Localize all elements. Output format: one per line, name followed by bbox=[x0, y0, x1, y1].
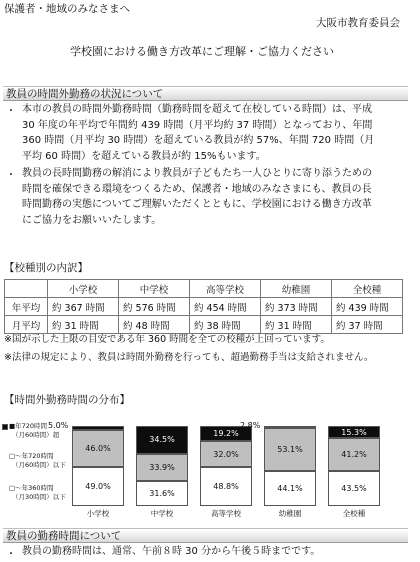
addressee: 保護者・地域のみなさまへ bbox=[4, 3, 130, 15]
legend-upto360-line2: （月30時間）以下 bbox=[12, 493, 66, 501]
section-heading-overtime: 教員の時間外勤務の状況について bbox=[3, 86, 408, 101]
bullet-3: ・ bbox=[6, 549, 16, 560]
paragraph-line: 時間を確保できる環境をつくるため、保護者・地域のみなさまにも、教員の長 bbox=[22, 183, 372, 195]
category-label: 高等学校 bbox=[211, 509, 241, 518]
data-label: 43.5% bbox=[341, 484, 367, 494]
data-label: 49.0% bbox=[85, 481, 111, 491]
bar-segment-upto360 bbox=[136, 481, 188, 506]
table-cell: 約 37 時間 bbox=[332, 316, 403, 334]
legend-over720-line1: ■年720時間 bbox=[9, 422, 48, 430]
table-row bbox=[5, 298, 403, 316]
legend-upto720-line2: （月60時間）以下 bbox=[12, 461, 66, 469]
bar-segment-over720 bbox=[328, 426, 380, 438]
paragraph-line: 教員の長時間勤務の解消により教員が子どもたち一人ひとりに寄り添うための bbox=[22, 168, 372, 179]
data-label: 19.2% bbox=[213, 429, 239, 439]
distribution-chart bbox=[0, 410, 420, 520]
data-label: 33.9% bbox=[149, 462, 175, 472]
table-row-label: 月平均 bbox=[5, 316, 48, 334]
table-cell: 約 576 時間 bbox=[119, 298, 190, 316]
data-label: 31.6% bbox=[149, 488, 175, 498]
table-cell: 約 367 時間 bbox=[48, 298, 119, 316]
bar-segment-upto360 bbox=[200, 467, 252, 506]
legend-upto360-line1: □〜年360時間 bbox=[9, 484, 54, 492]
data-label: 48.8% bbox=[213, 481, 239, 491]
data-label: 5.0% bbox=[48, 421, 69, 430]
bar-segment-upto720 bbox=[72, 430, 124, 467]
bullet-2: ・ bbox=[6, 170, 16, 181]
bar-segment-upto360 bbox=[264, 471, 316, 506]
data-label: 32.0% bbox=[213, 449, 239, 459]
category-label: 幼稚園 bbox=[278, 509, 302, 518]
paragraph-working-hours: 教員の勤務時間は、通常、午前８時 30 分から午後５時までです。 bbox=[22, 546, 321, 557]
table-header-row bbox=[5, 280, 403, 298]
table-cell: 約 48 時間 bbox=[119, 316, 190, 334]
category-label: 小学校 bbox=[86, 509, 110, 518]
table-header-cell: 全校種 bbox=[332, 280, 403, 298]
bar-segment-over720 bbox=[72, 426, 124, 430]
paragraph-line: 360 時間（月平均 30 時間）を超えている教員が約 57%、年間 720 時間（月 bbox=[22, 135, 375, 146]
table-cell: 約 454 時間 bbox=[190, 298, 261, 316]
bar-segment-upto360 bbox=[328, 471, 380, 506]
data-label: 2.8% bbox=[240, 421, 261, 430]
chart-heading: 【時間外勤務時間の分布】 bbox=[4, 394, 130, 406]
bullet-1: ・ bbox=[6, 106, 16, 117]
paragraph-line: にご協力をお願いいたします。 bbox=[22, 214, 162, 226]
table-row-label: 年平均 bbox=[5, 298, 48, 316]
sender: 大阪市教育委員会 bbox=[316, 17, 400, 29]
table-header-cell: 幼稚園 bbox=[261, 280, 332, 298]
document-title: 学校園における働き方改革にご理解・ご協力ください bbox=[70, 45, 334, 58]
legend-over720-line2: （月60時間）超 bbox=[12, 431, 60, 439]
category-label: 全校種 bbox=[342, 509, 366, 518]
table-heading: 【校種別の内訳】 bbox=[4, 262, 88, 274]
data-label: 41.2% bbox=[341, 450, 367, 460]
data-label: 15.3% bbox=[341, 427, 367, 437]
table-header-cell bbox=[5, 280, 48, 298]
bar-segment-upto720 bbox=[136, 454, 188, 481]
table-note-2: ※法律の規定により、教員は時間外勤務を行っても、超過勤務手当は支給されません。 bbox=[4, 352, 374, 363]
legend-upto720-line1: □〜年720時間 bbox=[9, 452, 54, 460]
table-header-cell: 高等学校 bbox=[190, 280, 261, 298]
paragraph-line: 本市の教員の時間外勤務時間（勤務時間を超えて在校している時間）は、平成 bbox=[22, 104, 372, 115]
category-label: 中学校 bbox=[150, 509, 174, 518]
table-cell: 約 439 時間 bbox=[332, 298, 403, 316]
table-row bbox=[5, 316, 403, 334]
table-cell: 約 31 時間 bbox=[261, 316, 332, 334]
table-cell: 約 373 時間 bbox=[261, 298, 332, 316]
data-label: 44.1% bbox=[277, 483, 303, 493]
table-cell: 約 31 時間 bbox=[48, 316, 119, 334]
data-label: 34.5% bbox=[149, 435, 175, 445]
bar-segment-over720 bbox=[264, 426, 316, 428]
data-label: 53.1% bbox=[277, 444, 303, 454]
paragraph-line: 時間勤務の実態についてご理解いただくとともに、学校園における働き方改革 bbox=[22, 199, 372, 210]
data-label: 46.0% bbox=[85, 443, 111, 453]
table-cell: 約 38 時間 bbox=[190, 316, 261, 334]
bar-segment-upto720 bbox=[328, 438, 380, 471]
bar-segment-upto720 bbox=[264, 428, 316, 470]
bar-segment-upto360 bbox=[72, 467, 124, 506]
bar-segment-upto720 bbox=[200, 441, 252, 467]
paragraph-request bbox=[22, 166, 372, 228]
table-header-cell: 小学校 bbox=[48, 280, 119, 298]
legend-swatch-over720 bbox=[2, 424, 8, 430]
paragraph-overtime-status bbox=[22, 102, 374, 164]
section-heading-hours: 教員の勤務時間について bbox=[3, 528, 408, 543]
overtime-table bbox=[4, 279, 403, 334]
table-header-cell: 中学校 bbox=[119, 280, 190, 298]
paragraph-line: 30 年度の年平均で年間約 439 時間（月平均約 37 時間）となっており、年間 bbox=[22, 119, 373, 131]
paragraph-line: 平均 60 時間）を超えている教員が約 15%もいます。 bbox=[22, 150, 266, 162]
bar-segment-over720 bbox=[136, 426, 188, 454]
table-note-1: ※国が示した上限の目安である年 360 時間を全ての校種が上回っています。 bbox=[4, 334, 330, 345]
